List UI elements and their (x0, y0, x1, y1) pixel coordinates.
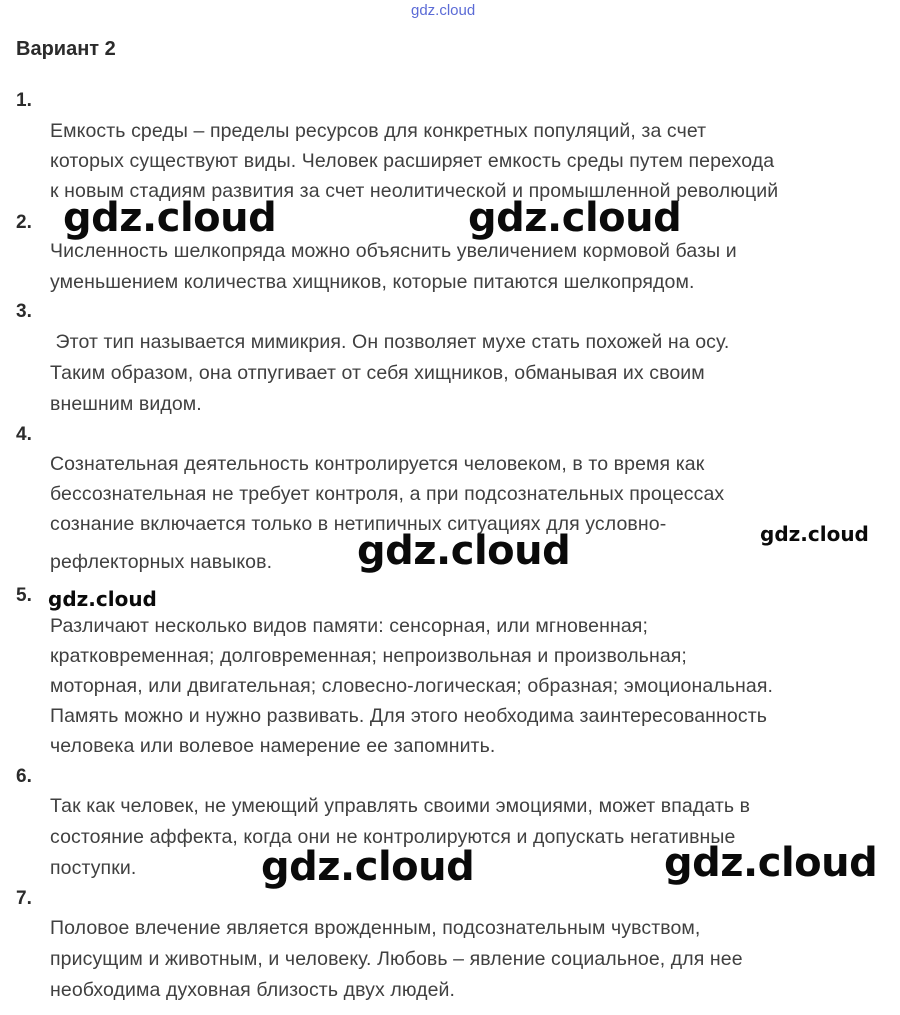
item-3-line: Этот тип называется мимикрия. Он позволяет мухе стать похожей на осу. (50, 331, 730, 353)
watermark: gdz.cloud (468, 195, 682, 241)
watermark: gdz.cloud (48, 587, 157, 611)
item-3-line: внешним видом. (50, 393, 202, 415)
item-1-line: Емкость среды – пределы ресурсов для конкретных популяций, за счет (50, 120, 707, 142)
watermark: gdz.cloud (357, 528, 571, 574)
item-2-line: Численность шелкопряда можно объяснить увеличением кормовой базы и (50, 240, 737, 262)
item-4-line: бессознательная не требует контроля, а при подсознательных процессах (50, 483, 725, 505)
item-7-line: Половое влечение является врожденным, подсознательным чувством, (50, 917, 701, 939)
item-number-5: 5. (16, 585, 32, 606)
item-6-line: состояние аффекта, когда они не контролируются и допускать негативные (50, 826, 736, 848)
item-4-line: Сознательная деятельность контролируется человеком, в то время как (50, 453, 705, 475)
item-5-line: Различают несколько видов памяти: сенсорная, или мгновенная; (50, 615, 648, 637)
item-5-line: человека или волевое намерение ее запомнить. (50, 735, 496, 757)
item-5-line: кратковременная; долговременная; непроизвольная и произвольная; (50, 645, 687, 667)
item-number-6: 6. (16, 766, 32, 787)
item-1-line: которых существуют виды. Человек расширяет емкость среды путем перехода (50, 150, 775, 172)
item-5-line: моторная, или двигательная; словесно-логическая; образная; эмоциональная. (50, 675, 774, 697)
item-6-line: поступки. (50, 857, 137, 879)
item-4-line: рефлекторных навыков. (50, 551, 273, 573)
item-number-4: 4. (16, 424, 32, 445)
item-number-3: 3. (16, 301, 32, 322)
site-watermark-top: gdz.cloud (411, 2, 476, 19)
watermark: gdz.cloud (760, 522, 869, 546)
item-number-1: 1. (16, 90, 32, 111)
item-number-2: 2. (16, 212, 32, 233)
item-7-line: необходима духовная близость двух людей. (50, 979, 456, 1001)
item-number-7: 7. (16, 888, 32, 909)
variant-title: Вариант 2 (16, 38, 116, 60)
item-2-line: уменьшением количества хищников, которые питаются шелкопрядом. (50, 271, 695, 293)
item-4-line: сознание включается только в нетипичных ситуациях для условно- (50, 513, 667, 535)
watermark: gdz.cloud (664, 840, 878, 886)
item-6-line: Так как человек, не умеющий управлять своими эмоциями, может впадать в (50, 795, 751, 817)
item-7-line: присущим и животным, и человеку. Любовь – явление социальное, для нее (50, 948, 743, 970)
item-1-line: к новым стадиям развития за счет неолитической и промышленной революций (50, 180, 779, 202)
watermark: gdz.cloud (63, 195, 277, 241)
item-3-line: Таким образом, она отпугивает от себя хищников, обманывая их своим (50, 362, 705, 384)
watermark: gdz.cloud (261, 844, 475, 890)
item-5-line: Память можно и нужно развивать. Для этого необходима заинтересованность (50, 705, 767, 727)
